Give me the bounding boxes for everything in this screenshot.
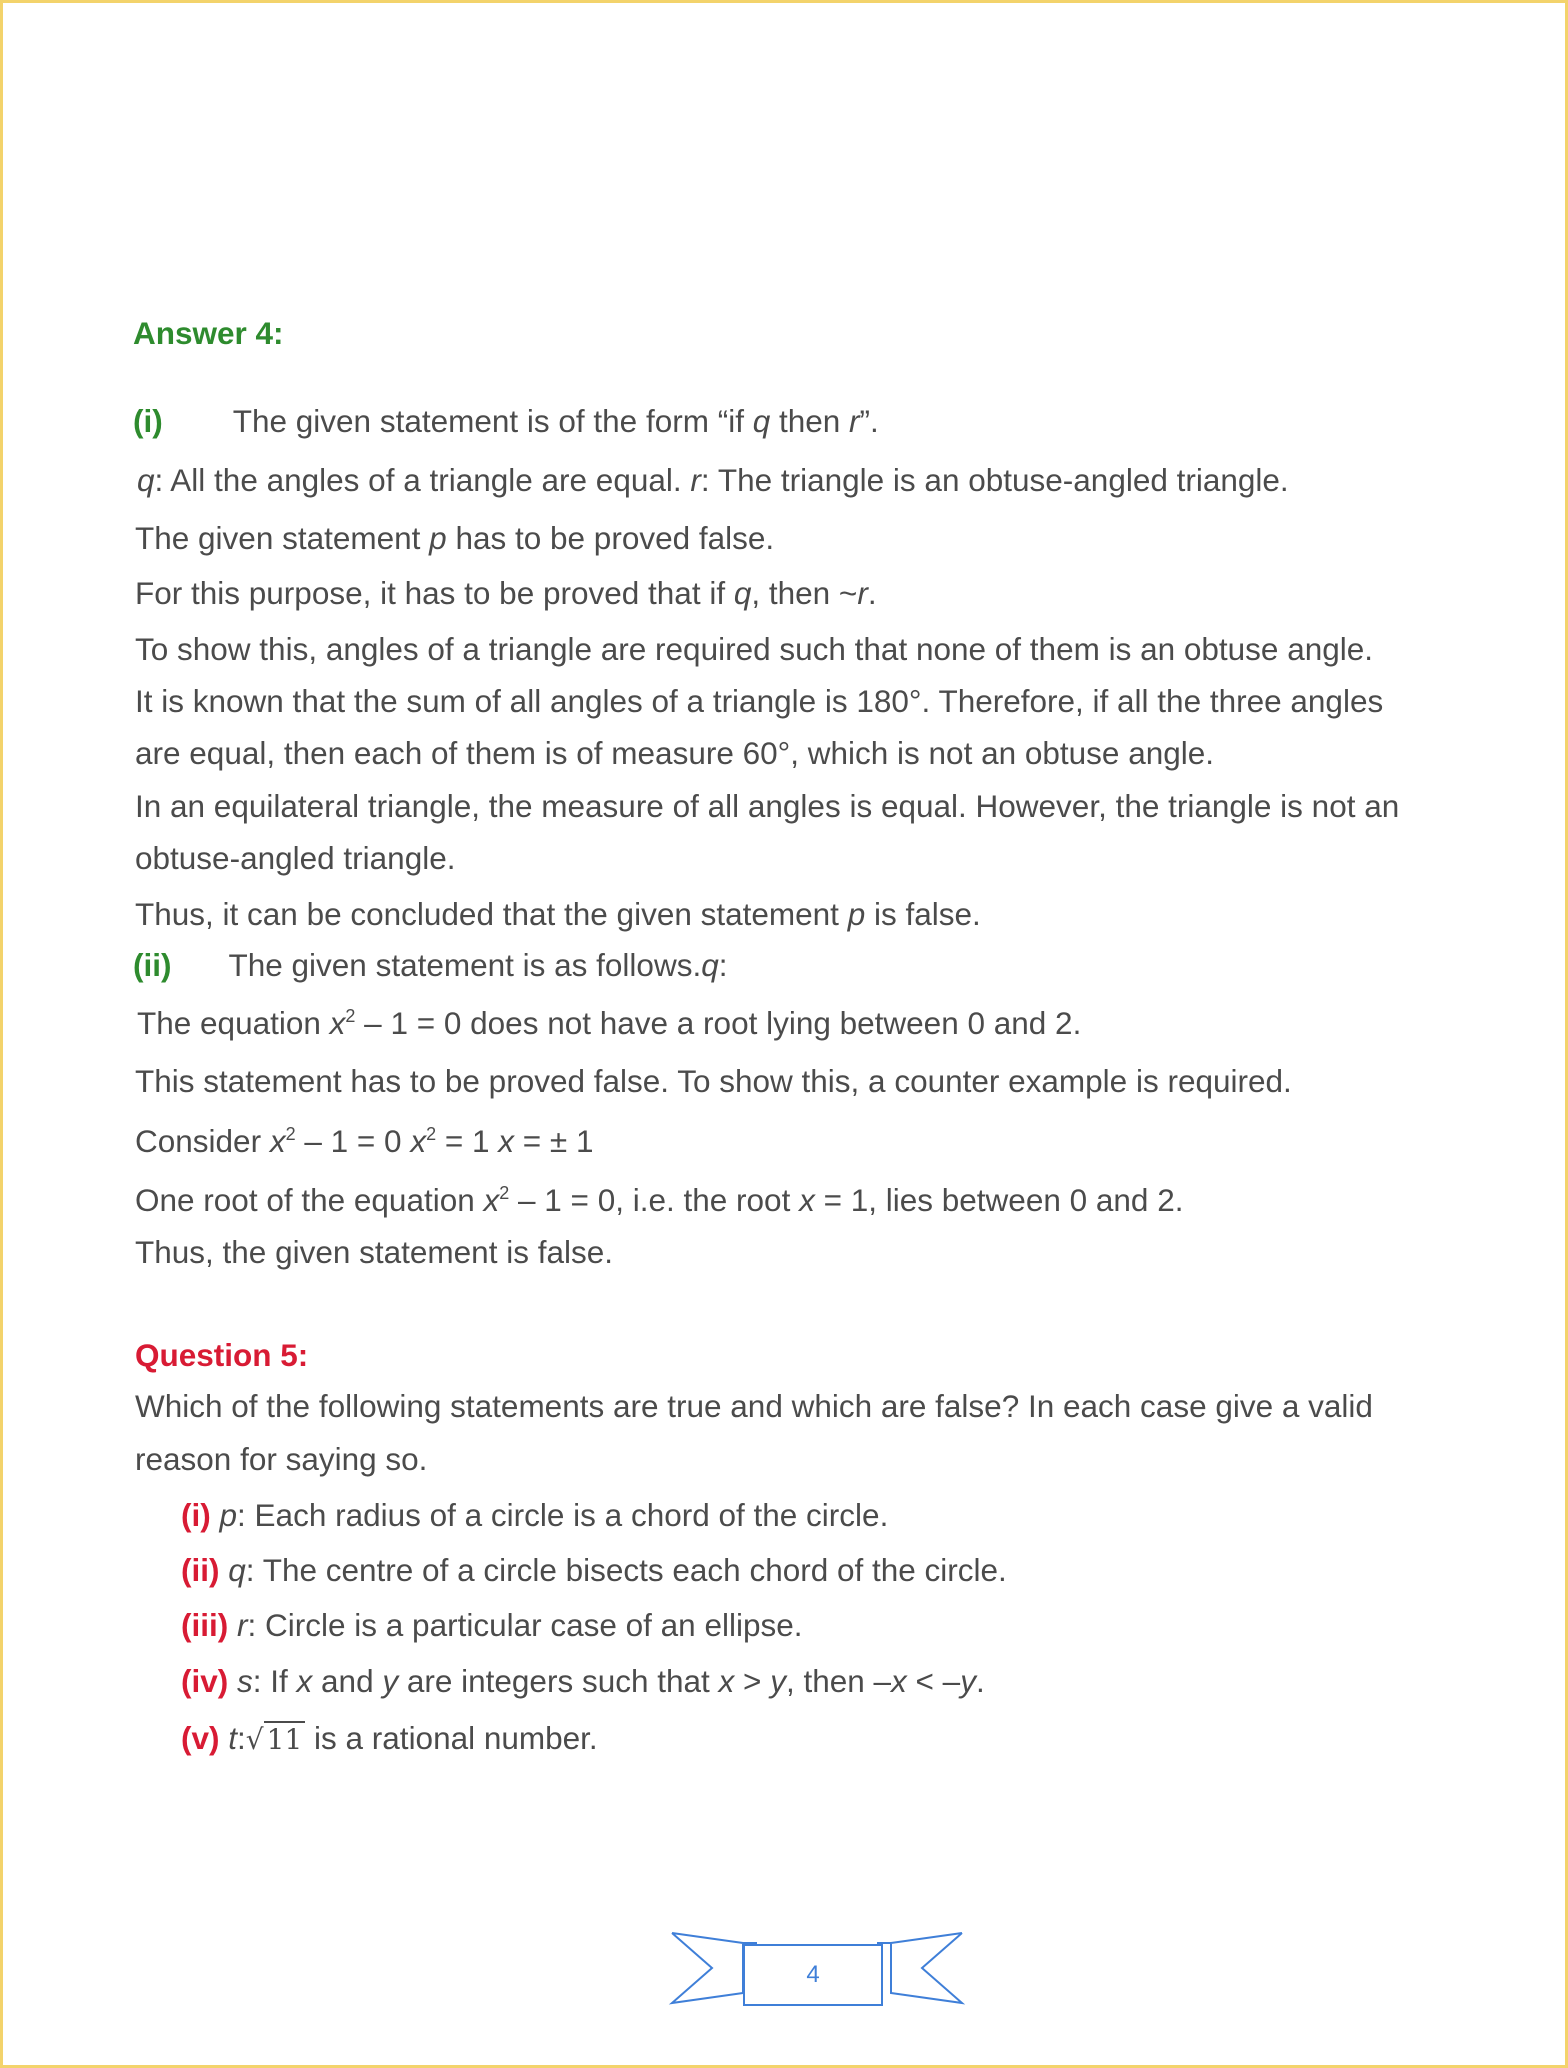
list-item: (ii) q: The centre of a circle bisects each chord of the circle.: [181, 1552, 1007, 1588]
paragraph-line: To show this, angles of a triangle are required such that none of them is an obtuse angle.: [135, 631, 1374, 667]
ribbon-left-tail: [672, 1933, 743, 2003]
list-item: (i) p: Each radius of a circle is a chord of the circle.: [181, 1497, 889, 1533]
question-5-heading: Question 5:: [135, 1337, 309, 1373]
part-ii-label: (ii): [133, 947, 172, 983]
part-i-intro: (i) The given statement is of the form “if q then r”.: [133, 403, 879, 439]
conclusion-line: Thus, the given statement is false.: [135, 1234, 613, 1270]
paragraph-line: This statement has to be proved false. To show this, a counter example is required.: [135, 1063, 1292, 1099]
root-statement: One root of the equation $x^2 - 1 = 0$, i.e. the root x = 1, lies between 0 and 2.: [135, 1182, 1184, 1218]
paragraph-line: For this purpose, it has to be proved that if q, then ~r.: [135, 575, 877, 611]
question-text: reason for saying so.: [135, 1441, 428, 1477]
answer-4-heading: Answer 4:: [133, 315, 284, 351]
q-r-definition: q: All the angles of a triangle are equal. r: The triangle is an obtuse-angled triangle.: [137, 462, 1289, 498]
question-text: Which of the following statements are true and which are false? In each case give a valid: [135, 1388, 1373, 1424]
paragraph-line: In an equilateral triangle, the measure of all angles is equal. However, the triangle is not an: [135, 788, 1400, 824]
paragraph-line: Thus, it can be concluded that the given statement p is false.: [135, 896, 981, 932]
paragraph-line: are equal, then each of them is of measure 60°, which is not an obtuse angle.: [135, 735, 1215, 771]
square-root-symbol: √ 11: [246, 1720, 305, 1760]
part-ii-intro: (ii) The given statement is as follows.q:: [133, 947, 728, 983]
equation-statement: The equation $x^2 - 1 = 0$ does not have a root lying between 0 and 2.: [137, 1005, 1082, 1041]
list-item: (iv) s: If x and y are integers such that x > y, then –x < –y.: [181, 1663, 985, 1699]
paragraph-line: obtuse-angled triangle.: [135, 840, 456, 876]
ribbon-right-tail: [891, 1933, 962, 2003]
paragraph-line: The given statement p has to be proved false.: [135, 520, 775, 556]
list-item: (v) t:√ 11 is a rational number.: [181, 1718, 598, 1760]
consider-equation: Consider $x^2 - 1 = 0$ $x^2 = 1$ x = ± 1: [135, 1123, 594, 1159]
page-number: 4: [743, 1944, 883, 2006]
part-i-label: (i): [133, 403, 163, 439]
paragraph-line: It is known that the sum of all angles of a triangle is 180°. Therefore, if all the three angles: [135, 683, 1384, 719]
list-item: (iii) r: Circle is a particular case of an ellipse.: [181, 1607, 803, 1643]
